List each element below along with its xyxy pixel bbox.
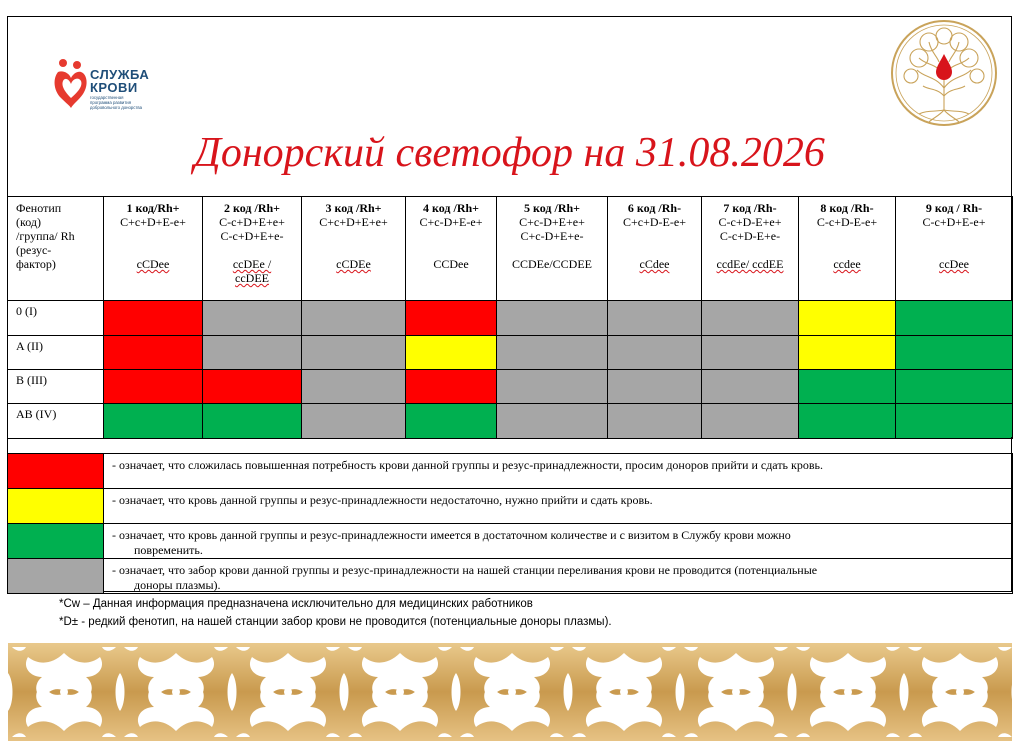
tree-of-life-emblem [889,18,999,128]
sluzhba-krovi-logo [53,58,173,118]
logo-line-1: СЛУЖБА [90,67,150,82]
formula-line: C-c+D-E+e+ [718,215,782,229]
status-cell-grey [497,301,608,336]
legend-description [104,524,1013,559]
legend-row [8,524,1013,559]
column-header-code-3 [302,197,406,301]
formula-line: C-c+D+E+e- [220,229,284,243]
status-cell-grey [608,336,702,370]
code-label: 7 код /Rh- [723,201,777,215]
status-cell-red [406,301,497,336]
code-label: 5 код /Rh+ [524,201,580,215]
formula-line: C+c+D+E+e+ [319,215,388,229]
status-cell-green [203,404,302,439]
status-cell-yellow [799,301,896,336]
decorative-ornament-border [8,643,1012,741]
status-cell-yellow [799,336,896,370]
blood-group-label: AB (IV) [8,404,104,439]
legend-text-line: - означает, что забор крови данной группы и резус-принадлежности на нашей станции переливания крови не проводится (потенциальные [112,563,818,577]
formula-line [104,229,202,243]
column-header-code-2 [203,197,302,301]
formula-line: C-c+D+E-e+ [922,215,986,229]
code-label: 2 код /Rh+ [224,201,280,215]
status-cell-grey [203,301,302,336]
status-cell-grey [702,336,799,370]
page-title: Донорский светофор на 31.08.2026 [194,130,825,176]
note-d-rare: *D± - редкий фенотип, на нашей станции забор крови не проводится (потенциальные доноры плазмы). [59,616,612,628]
column-header-code-5 [497,197,608,301]
status-cell-grey [302,370,406,404]
status-cell-green [896,301,1013,336]
phenotype-label: cCDEe [336,257,371,271]
legend-swatch-green [8,524,104,559]
status-cell-red [104,336,203,370]
formula-line [302,229,405,243]
phenotype-label: ccdEe/ ccdEE [716,257,784,271]
phenotype-label: cCDee [136,257,170,271]
corner-line: /группа/ Rh [16,229,75,243]
formula-line: C+c-D+E-e+ [419,215,483,229]
status-cell-red [406,370,497,404]
formula-line [799,229,895,243]
formula-line: C-c+D-E-e+ [816,215,878,229]
phenotype-label: ccDee [939,257,969,271]
corner-line: фактор) [16,257,56,271]
status-cell-red [203,370,302,404]
status-cell-red [104,370,203,404]
status-cell-green [406,404,497,439]
status-cell-grey [497,336,608,370]
status-cell-green [799,370,896,404]
formula-line: C-c+D-E+e- [719,229,781,243]
formula-line [406,229,496,243]
logo-subline-1: государственная [90,95,124,100]
heart-people-icon [53,58,89,110]
header-row [8,197,1013,301]
blood-group-label: A (II) [8,336,104,370]
phenotype-label: CCDEe/CCDEE [512,257,592,271]
logo-line-2: КРОВИ [90,80,138,95]
legend-description [104,559,1013,594]
formula-line [608,229,701,243]
legend-text-line: доноры плазмы). [134,578,221,592]
status-cell-green [896,370,1013,404]
donor-traffic-light-table [7,196,1013,439]
formula-line: C-c+D+E+e+ [219,215,285,229]
status-cell-grey [702,301,799,336]
corner-line: (код) [16,215,41,229]
status-cell-grey [608,404,702,439]
phenotype-label: cCdee [639,257,670,271]
phenotype-label: ccDEe / ccDEE [232,257,272,285]
status-cell-grey [302,301,406,336]
code-label: 8 код /Rh- [820,201,874,215]
phenotype-corner-header [8,197,104,301]
legend-row [8,489,1013,524]
status-cell-green [104,404,203,439]
column-header-code-4 [406,197,497,301]
formula-line: C+c-D+E+e+ [519,215,585,229]
legend-swatch-grey [8,559,104,594]
status-cell-green [799,404,896,439]
status-cell-grey [302,336,406,370]
status-cell-grey [302,404,406,439]
column-header-code-9 [896,197,1013,301]
status-cell-grey [702,370,799,404]
legend-description [104,454,1013,489]
formula-line: C+c+D+E-e+ [120,215,186,229]
logo-subline-2: программа развития [90,100,132,105]
formula-line [896,229,1012,243]
legend-text-line: - означает, что кровь данной группы и резус-принадлежности недостаточно, нужно прийти и сдать кровь. [112,493,653,507]
note-cw: *Cw – Данная информация предназначена исключительно для медицинских работников [59,598,533,610]
blood-group-row [8,404,1013,439]
legend-swatch-yellow [8,489,104,524]
blood-group-row [8,301,1013,336]
column-header-code-6 [608,197,702,301]
legend-row [8,559,1013,594]
status-cell-grey [497,404,608,439]
code-label: 4 код /Rh+ [423,201,479,215]
legend-text-line: повременить. [134,543,203,557]
status-cell-grey [608,301,702,336]
legend-swatch-red [8,454,104,489]
status-cell-grey [608,370,702,404]
table-spacer [7,437,1012,453]
corner-line: Фенотип [16,201,62,215]
column-header-code-7 [702,197,799,301]
status-cell-grey [203,336,302,370]
blood-group-row [8,370,1013,404]
formula-line: C+c-D+E+e- [520,229,584,243]
corner-line: (резус- [16,243,52,257]
status-cell-red [104,301,203,336]
phenotype-label: ccdee [833,257,861,271]
status-cell-grey [702,404,799,439]
blood-group-row [8,336,1013,370]
legend-text-line: - означает, что сложилась повышенная потребность крови данной группы и резус-принадлежности, просим доноров прийти и сдать кровь. [112,458,823,472]
blood-group-label: 0 (I) [8,301,104,336]
legend-row [8,454,1013,489]
code-label: 9 код / Rh- [925,201,983,215]
status-cell-yellow [406,336,497,370]
column-header-code-8 [799,197,896,301]
formula-line: C+c+D-E-e+ [623,215,686,229]
status-cell-green [896,336,1013,370]
code-label: 3 код /Rh+ [325,201,382,215]
code-label: 6 код /Rh- [627,201,682,215]
column-header-code-1 [104,197,203,301]
legend-description [104,489,1013,524]
legend-text-line: - означает, что кровь данной группы и резус-принадлежности имеется в достаточном количестве и с визитом в Службу крови можно [112,528,791,542]
status-cell-grey [497,370,608,404]
blood-group-label: B (III) [8,370,104,404]
logo-subline-3: добровольного донорства [90,105,143,110]
color-legend [7,453,1013,594]
code-label: 1 код/Rh+ [126,201,180,215]
status-cell-green [896,404,1013,439]
phenotype-label: CCDee [433,257,469,271]
